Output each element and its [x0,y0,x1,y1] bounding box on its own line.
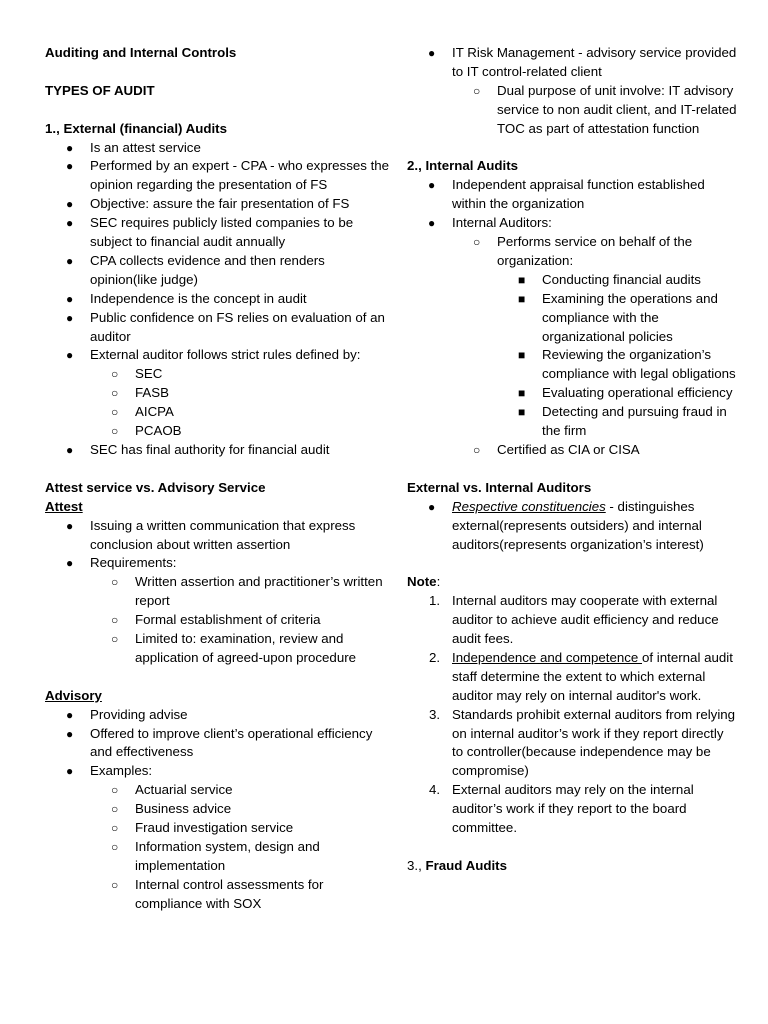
bullet-icon: ● [66,348,74,363]
list-item: ○ AICPA [45,403,390,422]
list-item: ■ Examining the operations and compliance with the organizational policies [518,290,718,344]
bullet-icon: ● [66,159,74,174]
numbered-item: 2. Independence and competence of internal audit staff determine the extent to which external auditor may rely on internal auditor's work. [429,649,733,703]
bullet-icon: ● [66,310,74,325]
right-column [407,44,737,876]
list-item: ● Issuing a written communication that express conclusion about written assertion [66,517,356,552]
list-item: ■ Conducting financial audits [407,271,737,290]
numbered-item: 1. Internal auditors may cooperate with external auditor to achieve audit efficiency and reduce audit fees. [429,593,719,647]
circle-bullet-icon: ○ [111,575,119,590]
list-item: ● Independent appraisal function established within the organization [428,177,705,212]
note-label: Note: [407,574,441,590]
list-item: ■ Detecting and pursuing fraud in the firm [518,404,727,439]
list-item: ○ Actuarial service [45,781,390,800]
list-item: ○ FASB [45,384,390,403]
list-item: ○ Information system, design and implementation [111,839,320,873]
attest-vs-advisory-heading: Attest service vs. Advisory Service [45,479,266,495]
circle-bullet-icon: ○ [473,235,481,250]
bullet-icon: ● [66,197,74,212]
square-bullet-icon: ■ [518,348,526,363]
respective-constituencies-term: Respective constituencies [452,498,606,514]
circle-bullet-icon: ○ [111,632,119,647]
circle-bullet-icon: ○ [111,877,119,892]
bullet-icon: ● [428,499,436,514]
list-item: ○ Fraud investigation service [45,819,390,838]
circle-bullet-icon: ○ [111,405,119,420]
fraud-audits-heading: 3., Fraud Audits [407,857,507,873]
list-item: ● Examples: [45,762,390,781]
list-item: ■ Evaluating operational efficiency [407,384,737,403]
circle-bullet-icon: ○ [111,613,119,628]
square-bullet-icon: ■ [518,272,526,287]
circle-bullet-icon: ○ [111,783,119,798]
list-item: ○ Limited to: examination, review and application of agreed-upon procedure [111,631,357,665]
list-item: ● Performed by an expert - CPA - who expresses the opinion regarding the presentation of FS [66,158,390,193]
bullet-icon: ● [66,707,74,722]
bullet-icon: ● [428,46,436,60]
list-item: ○ SEC [45,365,390,384]
external-vs-internal-heading: External vs. Internal Auditors [407,479,592,495]
circle-bullet-icon: ○ [111,821,119,836]
bullet-icon: ● [66,443,74,457]
bullet-icon: ● [66,726,74,741]
square-bullet-icon: ■ [518,291,526,306]
list-item: ● Requirements: [45,554,390,573]
list-item: ● Providing advise [45,706,390,725]
circle-bullet-icon: ○ [111,367,119,382]
list-item: ● SEC requires publicly listed companies to be subject to financial audit annually [66,215,354,250]
list-item: ● Independence is the concept in audit [45,290,390,309]
bullet-icon: ● [66,291,74,306]
circle-bullet-icon: ○ [111,840,119,854]
list-item: ● Objective: assure the fair presentation of FS [45,195,390,214]
list-item: ■ Reviewing the organization’s compliance with legal obligations [518,347,736,382]
circle-bullet-icon: ○ [111,386,119,401]
bullet-icon: ● [66,253,74,268]
list-item: ● Public confidence on FS relies on evaluation of an auditor [66,309,385,344]
bullet-icon: ● [66,140,74,155]
types-of-audit-heading: TYPES OF AUDIT [45,82,155,98]
list-item: ● Offered to improve client’s operational efficiency and effectiveness [66,725,373,760]
list-item: ● Is an attest service [45,139,390,158]
numbered-item: 3. Standards prohibit external auditors from relying on internal auditor’s work if they report directly to controller(because independence may be compromise) [429,706,736,779]
document-title: Auditing and Internal Controls [45,45,237,60]
attest-heading: Attest [45,498,83,514]
square-bullet-icon: ■ [518,405,526,420]
circle-bullet-icon: ○ [111,424,119,439]
list-item: ○ Formal establishment of criteria [45,611,390,630]
square-bullet-icon: ■ [518,386,526,401]
circle-bullet-icon: ○ [111,802,119,817]
list-item: ● CPA collects evidence and then renders opinion(like judge) [66,252,325,287]
list-item: ● Internal Auditors: [407,214,737,233]
circle-bullet-icon: ○ [473,443,481,458]
bullet-icon: ● [66,518,74,533]
left-column [45,44,390,914]
list-item: ● SEC has final authority for financial audit [45,441,390,460]
list-item: ○ Business advice [45,800,390,819]
bullet-icon: ● [66,556,74,571]
list-item: ○ Dual purpose of unit involve: IT advisory service to non audit client, and IT-related TOC as part of attestation function [473,82,737,136]
bullet-icon: ● [66,216,74,231]
list-item: ○ Written assertion and practitioner’s written report [111,574,383,609]
advisory-heading: Advisory [45,687,102,703]
list-item: ● Respective constituencies - distinguishes external(represents outsiders) and internal auditors(represents organization’s interest) [428,498,704,552]
external-audits-heading: 1., External (financial) Audits [45,120,228,136]
list-item: ○ Performs service on behalf of the organization: [473,234,693,268]
numbered-item: 4. External auditors may rely on the internal auditor’s work if they report to the board committee. [429,782,694,836]
list-item: ○ PCAOB [45,422,390,441]
bullet-icon: ● [428,178,436,193]
bullet-icon: ● [428,216,436,231]
list-item: ○ Certified as CIA or CISA [407,441,737,460]
list-item: ● IT Risk Management - advisory service provided to IT control-related client [428,45,737,79]
internal-audits-heading: 2., Internal Audits [407,158,519,174]
list-item: ○ Internal control assessments for compliance with SOX [111,876,324,911]
list-item: ● External auditor follows strict rules defined by: [45,346,390,365]
bullet-icon: ● [66,764,74,779]
circle-bullet-icon: ○ [473,83,481,98]
